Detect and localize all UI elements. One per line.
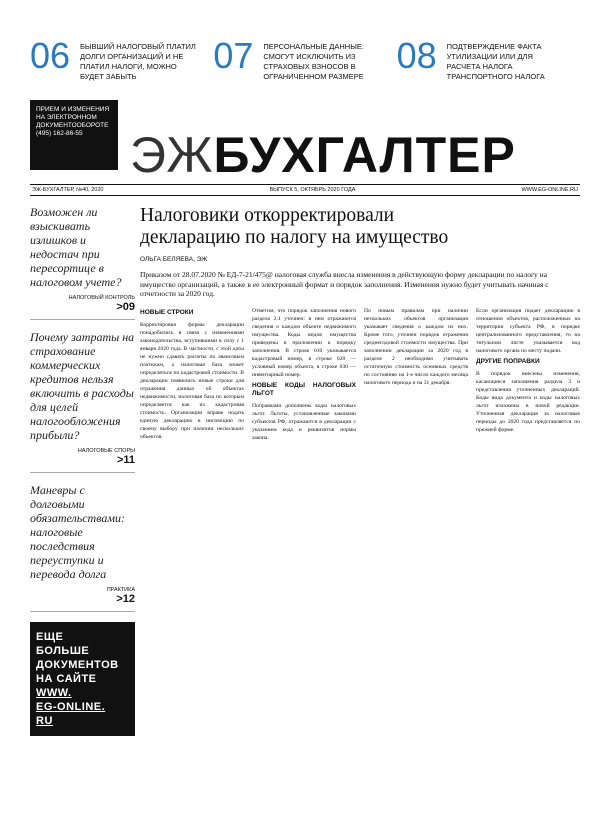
paragraph: По новым правилам при наличии нескольких объектов организация указывает сведения о каждом из них. Кроме того, уточнен порядок отражения среднегодовой стоимости имущества. При заполнении декларации за 2020 год в разделе 2 необходимо учитывать остаточную стоимость основных средств по состоянию на 1-е число каждого месяца налогового периода и на 31 декабря. xyxy=(364,307,468,386)
paragraph: Поправками дополнены коды налоговых льгот. Льготы, установленные законами субъектов РФ, отражаются в декларации с указанием кода и реквизитов нормы закона. xyxy=(252,402,356,441)
article-column xyxy=(476,307,580,827)
sidebar-teaser-3[interactable] xyxy=(30,483,135,612)
masthead xyxy=(30,100,580,183)
logo xyxy=(130,127,516,183)
promo-line: НА САЙТЕ xyxy=(36,673,97,685)
article-column xyxy=(140,307,244,827)
subheading: ДРУГИЕ ПОПРАВКИ xyxy=(476,357,540,365)
sidebar-page-ref: >09 xyxy=(116,301,135,313)
promo-url[interactable]: RU xyxy=(36,715,53,727)
teaser-text: ПЕРСОНАЛЬНЫЕ ДАННЫЕ: СМОГУТ ИСКЛЮЧИТЬ ИЗ СТРАХОВЫХ ВЗНОСОВ В ОГРАНИЧЕННОМ РАЗМЕРЕ xyxy=(263,42,364,81)
issue-right[interactable]: WWW.EG-ONLINE.RU xyxy=(521,187,578,193)
issue-bar xyxy=(30,184,580,196)
teaser-1[interactable] xyxy=(30,35,213,88)
sidebar-teaser-1[interactable] xyxy=(30,205,135,320)
logo-bold: БУХГАЛТЕР xyxy=(213,127,516,183)
article-author: ОЛЬГА БЕЛЯЕВА, ЭЖ xyxy=(140,256,208,263)
teaser-number: 06 xyxy=(30,35,71,76)
sidebar-teaser-2[interactable] xyxy=(30,330,135,473)
article-column xyxy=(252,307,356,827)
teaser-3[interactable] xyxy=(396,35,580,88)
sidebar-rubric: ПРАКТИКА xyxy=(106,587,135,593)
promo-line: ЕЩЕ xyxy=(36,631,64,643)
promo-box: ПРИЕМ И ИЗМЕНЕНИЯ НА ЭЛЕКТРОННОМ ДОКУМЕНТООБОРОТЕ (495) 162-86-55 xyxy=(30,100,118,170)
promo-url[interactable]: WWW. xyxy=(36,687,72,699)
article-body xyxy=(140,307,580,827)
paragraph: Корректировки формы декларации понадобились в связи с изменениями законодательства, вступившими в силу с 1 января 2020 года. В частности, с этой даты не нужно сдавать расчеты по авансовым платежам, а налоговая база может определяться по кадастровой стоимости. В декларации появились новые строки для отражения данных об объектах недвижимости, налоговая база по которым определяется как их кадастровая стоимость. Организации вправе подать единую декларацию в инспекцию по своему выбору при наличии нескольких объектов. xyxy=(140,321,244,440)
sidebar-rubric: НАЛОГОВЫЙ КОНТРОЛЬ xyxy=(68,295,135,301)
teaser-text: ПОДТВЕРЖДЕНИЕ ФАКТА УТИЛИЗАЦИИ ИЛИ ДЛЯ РАСЧЕТА НАЛОГА ТРАНСПОРТНОГО НАЛОГА xyxy=(446,42,545,81)
site-promo[interactable] xyxy=(30,622,135,736)
sidebar-teaser-text: Маневры с долговыми обязательствами: налоговые последствия переуступки и перевода долга xyxy=(30,483,125,581)
teasers-row xyxy=(30,35,580,88)
promo-line: ДОКУМЕНТОВ xyxy=(36,659,119,671)
paragraph: Если организация подает декларацию в отношении объектов, расположенных на территории субъекта РФ, в порядке централизованного представления, то на титульном листе указывается код налогового органа по месту подачи. xyxy=(476,307,580,354)
headline-line: Налоговики откорректировали xyxy=(140,205,395,226)
headline-line: декларацию по налогу на имущество xyxy=(140,227,449,248)
promo-line: БОЛЬШЕ xyxy=(36,645,90,657)
promo-url[interactable]: EG-ONLINE. xyxy=(36,701,106,713)
article-headline xyxy=(140,205,580,249)
sidebar-teaser-text: Возможен ли взыскивать излишков и недостач при пересортице в налоговом учете? xyxy=(30,205,122,289)
sidebar-page-ref: >11 xyxy=(116,454,135,466)
teaser-number: 07 xyxy=(213,35,254,76)
main-article xyxy=(140,205,580,820)
sidebar-teaser-text: Почему затраты на страхование коммерческих кредитов нельзя включить в расходы для целей налогообложения прибыли? xyxy=(30,330,135,442)
article-column xyxy=(364,307,468,827)
paragraph: В порядок внесены изменения, касающиеся заполнения раздела 3 и представления уточненных деклараций. Коды вида документа и коды налоговых льгот изложены в новой редакции. Уточненная декларация за налоговые периоды до 2020 года представляется по прежней форме. xyxy=(476,370,580,433)
teaser-2[interactable] xyxy=(213,35,396,88)
logo-light: ЭЖ xyxy=(130,127,214,183)
article-lead: Приказом от 28.07.2020 № ЕД-7-21/475@ налоговая служба внесла изменения в действующую форму декларации по налогу на имущество организаций, а также в ее электронный формат и порядок заполнения. Изменения нужно будет учитывать начиная с отчетности за 2020 год. xyxy=(140,270,549,298)
sidebar-rubric: НАЛОГОВЫЕ СПОРЫ xyxy=(77,448,135,454)
sidebar-page-ref: >12 xyxy=(116,593,135,605)
sidebar xyxy=(30,205,135,820)
subheading: НОВЫЕ КОДЫ НАЛОГОВЫХ ЛЬГОТ xyxy=(252,381,356,397)
issue-left: ЭЖ-БУХГАЛТЕР, №40, 2020 xyxy=(32,187,104,193)
teaser-text: БЫВШИЙ НАЛОГОВЫЙ ПЛАТИЛ ДОЛГИ ОРГАНИЗАЦИЙ И НЕ ПЛАТИЛ НАЛОГИ, МОЖНО БУДЕТ ЗАБЫТЬ xyxy=(80,42,196,81)
paragraph: Отметим, что порядок заполнения нового раздела 2.1 уточнен: в нем отражаются сведения о каждом объекте недвижимого имущества. Коды видов имущества приведены в приложении к порядку заполнения. В строке 010 указывается кадастровый номер, в строке 020 — условный номер объекта, в строке 030 — инвентарный номер. xyxy=(252,307,356,378)
teaser-number: 08 xyxy=(396,35,437,76)
issue-center: ВЫПУСК 5, ОКТЯБРЬ 2020 ГОДА xyxy=(269,187,356,193)
subheading: НОВЫЕ СТРОКИ xyxy=(140,308,194,316)
